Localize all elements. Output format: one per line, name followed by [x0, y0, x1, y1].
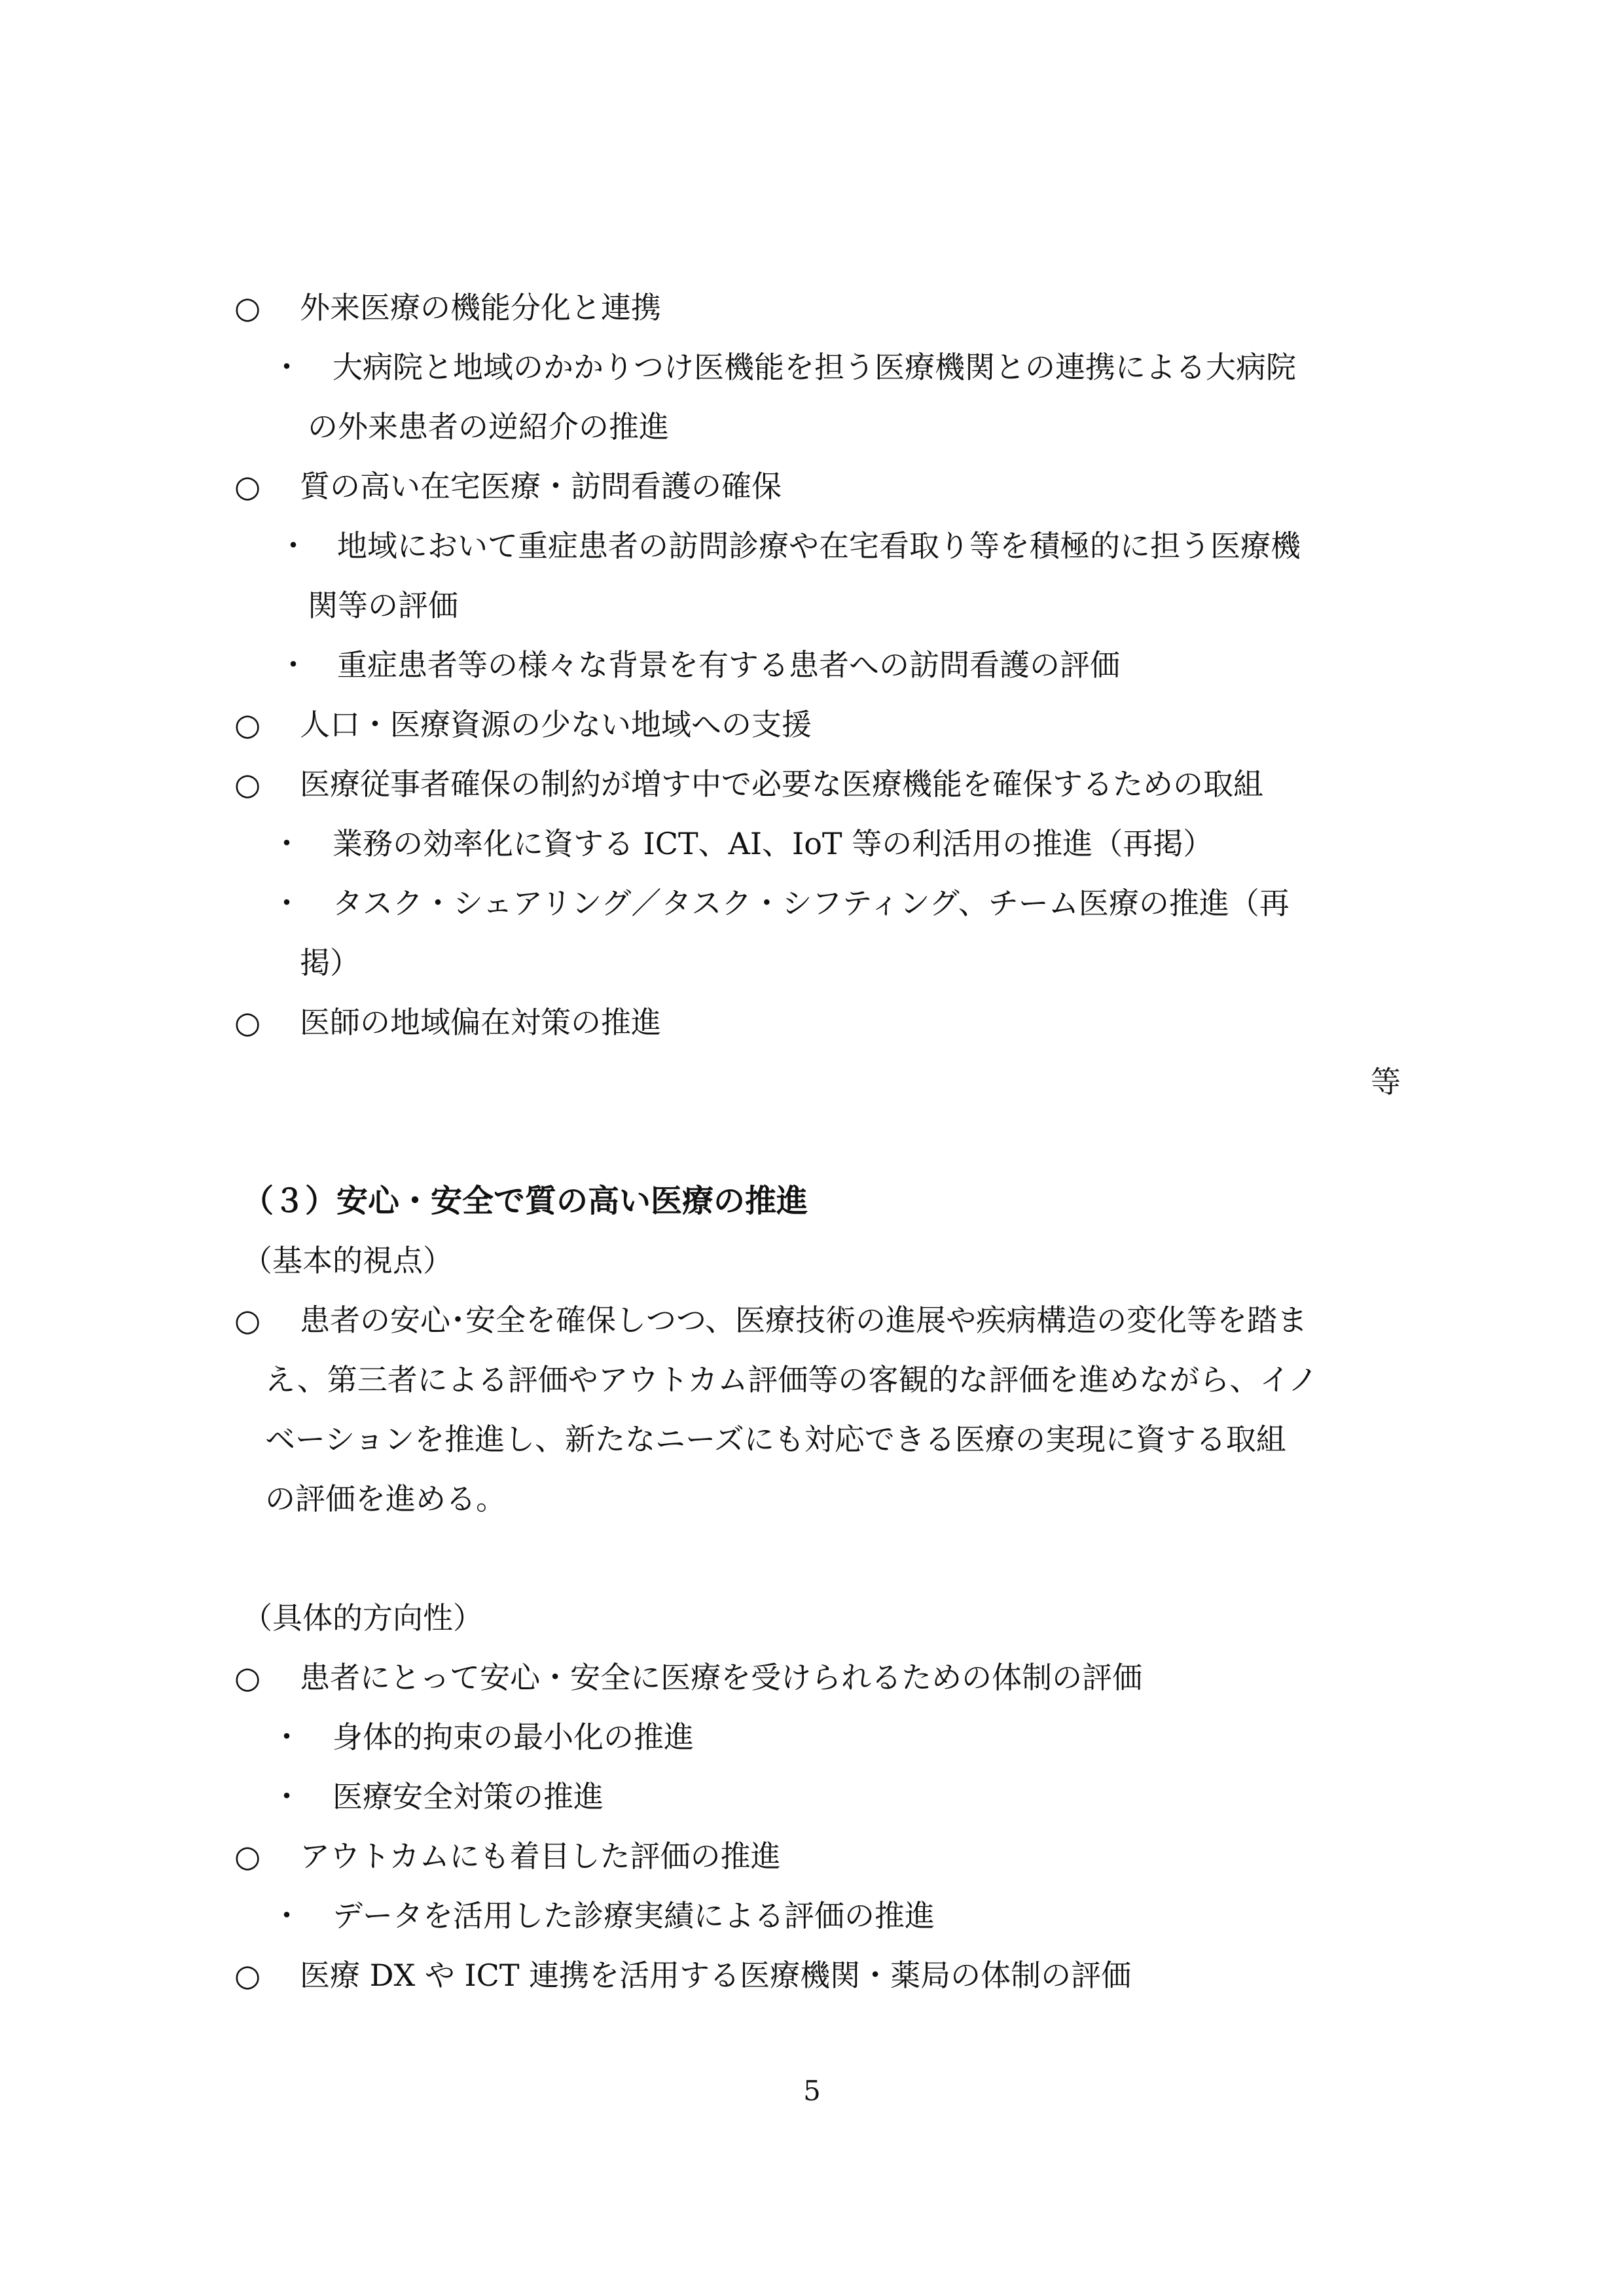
subitem-text: 重症患者等の様々な背景を有する患者への訪問看護の評価: [337, 647, 1120, 683]
circle-bullet-icon: ○: [234, 1958, 261, 1993]
dot-bullet-icon: ・: [272, 1898, 302, 1933]
subitem-text: 医療安全対策の推進: [333, 1779, 604, 1814]
circle-bullet-icon: ○: [234, 766, 261, 802]
section-heading: （３）安心・安全で質の高い医療の推進: [242, 1183, 808, 1219]
paragraph-line: え、第三者による評価やアウトカム評価等の客観的な評価を進めながら、イノ: [265, 1362, 1318, 1397]
basic-viewpoint-label: （基本的視点）: [242, 1243, 453, 1278]
dot-bullet-icon: ・: [272, 1779, 302, 1814]
subitem-text-cont: 掲）: [300, 945, 360, 980]
paragraph-line: の評価を進める。: [265, 1481, 506, 1516]
page-number: 5: [803, 2075, 821, 2107]
subitem-text: 大病院と地域のかかりつけ医機能を担う医療機関との連携による大病院: [333, 350, 1296, 385]
circle-bullet-icon: ○: [234, 290, 261, 325]
circle-bullet-icon: ○: [234, 1005, 261, 1040]
dot-bullet-icon: ・: [272, 350, 302, 385]
item-text: 人口・医療資源の少ない地域への支援: [300, 707, 812, 742]
item-text: 医療従事者確保の制約が増す中で必要な医療機能を確保するための取組: [300, 766, 1263, 802]
dot-bullet-icon: ・: [272, 886, 302, 921]
paragraph-line: 患者の安心･安全を確保しつつ、医療技術の進展や疾病構造の変化等を踏ま: [300, 1302, 1308, 1338]
circle-bullet-icon: ○: [234, 707, 261, 742]
item-text: 質の高い在宅医療・訪問看護の確保: [300, 469, 782, 504]
item-text: 外来医療の機能分化と連携: [300, 290, 661, 325]
dot-bullet-icon: ・: [278, 528, 308, 564]
etc-mark: 等: [1371, 1064, 1401, 1100]
circle-bullet-icon: ○: [234, 1302, 261, 1338]
item-text: 医療 DX や ICT 連携を活用する医療機関・薬局の体制の評価: [300, 1958, 1132, 1993]
dot-bullet-icon: ・: [272, 826, 302, 861]
dot-bullet-icon: ・: [272, 1719, 302, 1755]
subitem-text: タスク・シェアリング／タスク・シフティング、チーム医療の推進（再: [333, 886, 1290, 921]
dot-bullet-icon: ・: [278, 647, 308, 683]
subitem-text: 身体的拘束の最小化の推進: [333, 1719, 694, 1755]
paragraph-line: ベーションを推進し、新たなニーズにも対応できる医療の実現に資する取組: [265, 1422, 1286, 1457]
circle-bullet-icon: ○: [234, 1660, 261, 1695]
item-text: アウトカムにも着目した評価の推進: [300, 1839, 781, 1874]
circle-bullet-icon: ○: [234, 469, 261, 504]
subitem-text-cont: の外来患者の逆紹介の推進: [308, 409, 669, 444]
item-text: 医師の地域偏在対策の推進: [300, 1005, 661, 1040]
subitem-text: 地域において重症患者の訪問診療や在宅看取り等を積極的に担う医療機: [337, 528, 1301, 564]
subitem-text: データを活用した診療実績による評価の推進: [333, 1898, 935, 1933]
circle-bullet-icon: ○: [234, 1839, 261, 1874]
item-text: 患者にとって安心・安全に医療を受けられるための体制の評価: [300, 1660, 1143, 1695]
subitem-text-cont: 関等の評価: [308, 588, 458, 623]
subitem-text: 業務の効率化に資する ICT、AI、IoT 等の利活用の推進（再掲）: [333, 826, 1214, 861]
specific-direction-label: （具体的方向性）: [242, 1600, 483, 1636]
